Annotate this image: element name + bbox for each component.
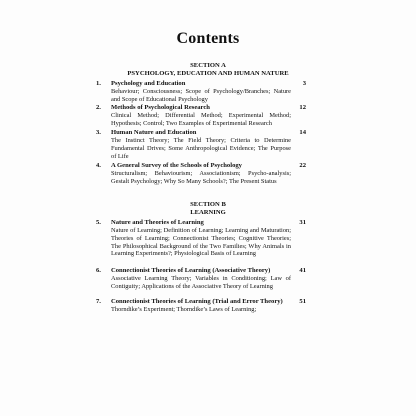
entry-page-number: 14 (299, 129, 306, 136)
entry-title[interactable]: Connectionist Theories of Learning (Associative Theory) (111, 267, 271, 274)
entry-description: Thorndike’s Experiment; Thorndike’s Laws of Learning; (111, 306, 257, 313)
page-title: Contents (176, 30, 240, 47)
entry-title[interactable]: Psychology and Education (111, 80, 186, 87)
entry-description: Associative Learning Theory; Variables in Conditioning; Law of Contiguity; Applications of the Associative Theory of Learning (111, 275, 291, 290)
entry-title[interactable]: Nature and Theories of Learning (111, 219, 204, 226)
section-heading-a (0, 62, 416, 78)
entry-description: Structuralism; Behaviourism; Associationism; Psycho-analysis; Gestalt Psychology; Why So Many Schools?; The Present Status (111, 170, 291, 185)
entry-title[interactable]: Connectionist Theories of Learning (Trial and Error Theory) (111, 298, 283, 305)
entry-page-number: 12 (299, 104, 306, 111)
entry-description: Behaviour; Consciousness; Scope of Psychology/Branches; Nature and Scope of Educational Psychology (111, 88, 291, 103)
section-heading-b (0, 201, 416, 217)
entry-description: Clinical Method; Differential Method; Experimental Method; Hypothesis; Control; Two Examples of Experimental Research (111, 112, 291, 127)
section-label: SECTION A (190, 62, 226, 69)
entry-number: 1. (96, 80, 101, 87)
entry-page-number: 41 (299, 267, 306, 274)
entry-page-number: 22 (299, 162, 306, 169)
section-title: LEARNING (190, 208, 226, 216)
entry-title[interactable]: Methods of Psychological Research (111, 104, 210, 111)
entry-title[interactable]: A General Survey of the Schools of Psychology (111, 162, 242, 169)
entry-title[interactable]: Human Nature and Education (111, 129, 197, 136)
entry-number: 7. (96, 298, 101, 305)
entry-number: 3. (96, 129, 101, 136)
section-title: PSYCHOLOGY, EDUCATION AND HUMAN NATURE (127, 69, 289, 77)
entry-page-number: 31 (299, 219, 306, 226)
entry-page-number: 51 (299, 298, 306, 305)
entry-description: The Instinct Theory; The Field Theory; Criteria to Determine Fundamental Drives; Some Anthropological Evidence; The Purpose of Life (111, 137, 291, 160)
entry-number: 6. (96, 267, 101, 274)
entry-number: 5. (96, 219, 101, 226)
entry-number: 2. (96, 104, 101, 111)
entry-description: Nature of Learning; Definition of Learning; Learning and Maturation; Theories of Learning; Connectionist Theories; Cognitive Theories; The Philosophical Background of the Two Families; Why Animals in Learning Experiments?; Physiological Basis of Learning (111, 227, 291, 258)
entry-number: 4. (96, 162, 101, 169)
entry-page-number: 3 (302, 80, 306, 87)
section-label: SECTION B (190, 201, 226, 208)
